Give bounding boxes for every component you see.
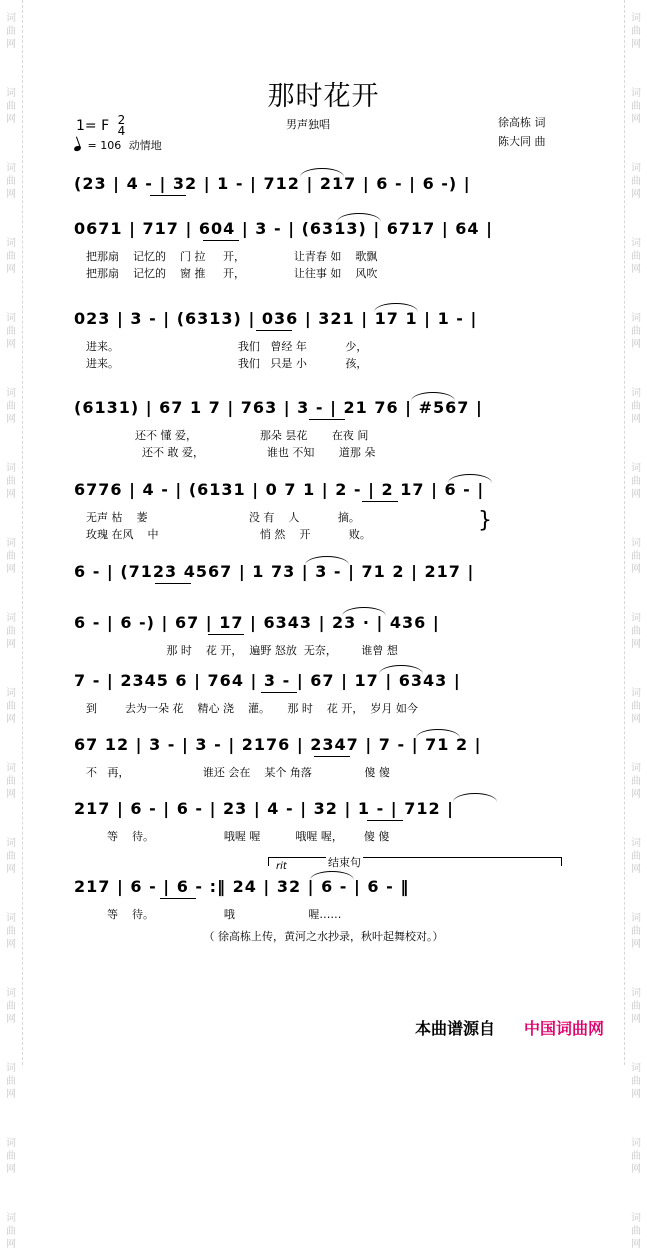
watermark-group [631,1212,641,1251]
watermark-char: 曲 [6,776,16,787]
watermark-char: 词 [6,988,16,999]
slur-arc [379,665,423,674]
slur-arc [300,168,344,177]
watermark-char: 网 [6,114,16,125]
lyric-line: 还不 敢 爱， 谁也 不知 道那 朵 [86,446,376,459]
watermark-char: 曲 [6,326,16,337]
watermark-char: 曲 [6,401,16,412]
watermark-char: 词 [631,13,641,24]
watermark-char: 曲 [6,1226,16,1237]
watermark-char: 词 [631,688,641,699]
tempo-marking [74,137,162,153]
lyric-line: 等 待。 哦喔 喔 哦喔 喔， 傻 傻 [86,830,390,843]
watermark-char: 网 [631,264,641,275]
slur-arc [416,729,460,738]
watermark-group [631,612,641,651]
watermark-char: 网 [6,39,16,50]
watermark-char: 曲 [6,1151,16,1162]
time-bottom: 4 [117,124,126,138]
lyric-line: 进来。 我们 只是 小 孩， [86,357,368,370]
watermark-char: 曲 [6,851,16,862]
watermark-char: 曲 [6,476,16,487]
watermark-group [631,12,641,51]
tempo-value: = 106 [87,139,122,152]
watermark-char: 词 [631,238,641,249]
slur-arc [305,556,349,565]
slur-arc [374,303,418,312]
watermark-char: 网 [6,789,16,800]
watermark-group [631,687,641,726]
lyric-line: 还不 懂 爱， 那朵 昙花 在夜 间 [86,429,369,442]
watermark-char: 曲 [6,251,16,262]
watermark-char: 词 [631,838,641,849]
lyric-line: 进来。 我们 曾经 年 少， [86,340,368,353]
watermark-char: 曲 [6,176,16,187]
watermark-char: 词 [631,1138,641,1149]
lyricist-credit: 徐高栋 词 [498,116,546,129]
left-watermark-strip [0,0,23,1250]
watermark-char: 词 [631,763,641,774]
watermark-group [6,687,16,726]
watermark-char: 曲 [631,401,641,412]
beam-underline [309,419,345,420]
watermark-char: 网 [631,1089,641,1100]
watermark-char: 网 [6,489,16,500]
watermark-group [631,762,641,801]
watermark-char: 网 [6,864,16,875]
lyric-line: 不 再， 谁还 会在 某个 角落 傻 傻 [86,766,390,779]
watermark-char: 网 [631,1239,641,1250]
watermark-char: 曲 [631,926,641,937]
watermark-char: 曲 [631,851,641,862]
watermark-char: 曲 [6,26,16,37]
notation-line: 6 - | 6 -) | 67 | 17 | 6343 | 23 · | 436 | [74,613,440,632]
watermark-group [6,762,16,801]
watermark-group [6,12,16,51]
watermark-char: 曲 [631,776,641,787]
watermark-char: 词 [6,463,16,474]
watermark-char: 曲 [6,926,16,937]
watermark-char: 词 [631,1213,641,1224]
watermark-char: 曲 [631,1226,641,1237]
watermark-char: 词 [6,13,16,24]
beam-underline [314,756,350,757]
watermark-char: 网 [6,639,16,650]
watermark-group [631,387,641,426]
watermark-char: 网 [6,1164,16,1175]
notation-line: 023 | 3 - | (6313) | 036 | 321 | 17 1 | 1 - | [74,309,478,328]
watermark-char: 词 [631,388,641,399]
beam-underline [367,820,403,821]
watermark-group [6,612,16,651]
watermark-char: 词 [6,1213,16,1224]
notation-line: 67 12 | 3 - | 3 - | 2176 | 2347 | 7 - | 71 2 | [74,735,482,754]
watermark-char: 词 [631,1063,641,1074]
slur-arc [337,213,381,222]
watermark-char: 词 [6,838,16,849]
watermark-group [6,237,16,276]
watermark-char: 网 [6,339,16,350]
beam-underline [203,240,239,241]
watermark-group [6,987,16,1026]
watermark-char: 词 [6,613,16,624]
watermark-group [6,1212,16,1251]
watermark-char: 网 [631,564,641,575]
watermark-char: 网 [631,414,641,425]
source-label: 本曲谱源自 [415,1019,496,1038]
watermark-char: 词 [631,463,641,474]
watermark-group [631,837,641,876]
watermark-char: 词 [6,238,16,249]
watermark-char: 网 [631,864,641,875]
lyric-line: 那 时 花 开， 遍野 怒放 无奈， 谁曾 想 [86,644,398,657]
watermark-char: 曲 [631,251,641,262]
watermark-group [631,312,641,351]
watermark-char: 网 [6,264,16,275]
watermark-char: 网 [631,114,641,125]
watermark-char: 网 [6,189,16,200]
watermark-char: 词 [631,988,641,999]
mood-text: 动情地 [128,139,162,152]
watermark-char: 网 [631,939,641,950]
watermark-char: 词 [6,1063,16,1074]
watermark-char: 网 [631,489,641,500]
watermark-char: 曲 [6,701,16,712]
watermark-group [631,1137,641,1176]
watermark-group [6,837,16,876]
watermark-char: 词 [6,538,16,549]
watermark-char: 曲 [6,1001,16,1012]
source-brand: 中国词曲网 [524,1019,605,1038]
watermark-char: 网 [6,939,16,950]
watermark-group [6,312,16,351]
watermark-group [631,462,641,501]
watermark-char: 曲 [6,1076,16,1087]
watermark-char: 曲 [6,551,16,562]
watermark-group [6,1137,16,1176]
watermark-group [631,537,641,576]
notation-line: 217 | 6 - | 6 - :‖ 24 | 32 | 6 - | 6 - ‖ [74,877,410,896]
watermark-char: 曲 [631,476,641,487]
watermark-group [6,462,16,501]
watermark-char: 曲 [631,626,641,637]
beam-underline [256,330,292,331]
slur-arc [448,474,492,483]
watermark-char: 曲 [631,326,641,337]
watermark-char: 词 [631,913,641,924]
lyric-brace: } [478,508,492,533]
notation-line: (6131) | 67 1 7 | 763 | 3 - | 21 76 | #567 | [74,398,483,417]
slur-arc [342,607,386,616]
time-top: 2 [117,113,126,127]
watermark-char: 曲 [631,1001,641,1012]
notation-line: 6776 | 4 - | (6131 | 0 7 1 | 2 - | 2 17 | 6 - | [74,480,485,499]
time-signature [118,115,126,137]
watermark-char: 网 [631,714,641,725]
notation-line: (23 | 4 - | 32 | 1 - | 712 | 217 | 6 - | 6 -) | [74,174,471,193]
lyric-line: 等 待。 哦 喔…… [86,908,342,921]
watermark-char: 词 [631,88,641,99]
watermark-char: 词 [631,163,641,174]
watermark-group [631,162,641,201]
watermark-char: 词 [6,688,16,699]
watermark-char: 词 [631,613,641,624]
watermark-char: 曲 [631,701,641,712]
watermark-char: 网 [631,189,641,200]
beam-underline [155,583,191,584]
watermark-char: 网 [631,1164,641,1175]
watermark-char: 词 [631,313,641,324]
ending-bracket [268,857,562,868]
notation-line: 7 - | 2345 6 | 764 | 3 - | 67 | 17 | 6343 | [74,671,461,690]
watermark-group [631,1062,641,1101]
song-title: 那时花开 [267,81,380,112]
watermark-char: 曲 [631,1151,641,1162]
watermark-char: 词 [631,538,641,549]
composer-credit: 陈大同 曲 [498,135,546,148]
watermark-group [631,987,641,1026]
beam-underline [160,898,196,899]
key-text: 1= F [76,118,110,134]
watermark-char: 曲 [631,176,641,187]
ending-section-label: 结束句 [328,856,361,869]
beam-underline [362,501,398,502]
right-watermark-strip [624,0,647,1250]
watermark-char: 词 [6,1138,16,1149]
watermark-char: 网 [6,1089,16,1100]
quarter-note-icon [73,145,81,152]
lyric-line: 到 去为一朵 花 精心 浇 灌。 那 时 花 开， 岁月 如今 [86,702,418,715]
watermark-char: 词 [6,163,16,174]
watermark-char: 词 [6,388,16,399]
watermark-char: 词 [6,913,16,924]
watermark-char: 网 [6,1239,16,1250]
slur-arc [310,871,354,880]
notation-line: 0671 | 717 | 604 | 3 - | (6313) | 6717 | 64 | [74,219,493,238]
watermark-group [631,237,641,276]
watermark-group [6,537,16,576]
key-signature [76,115,125,137]
watermark-char: 曲 [631,101,641,112]
watermark-char: 网 [6,714,16,725]
watermark-char: 曲 [6,626,16,637]
lyric-line: 无声 枯 萎 没 有 人 摘。 [86,511,360,524]
footnote: （ 徐高栋上传，黄河之水抄录，秋叶起舞校对。） [203,930,444,943]
watermark-char: 网 [631,1014,641,1025]
watermark-char: 曲 [631,26,641,37]
slur-arc [411,392,455,401]
watermark-char: 词 [6,313,16,324]
watermark-char: 曲 [6,101,16,112]
watermark-char: 曲 [631,1076,641,1087]
watermark-char: 网 [6,1014,16,1025]
watermark-char: 网 [631,639,641,650]
lyric-line: 把那扇 记忆的 窗 推 开， 让往事 如 风吹 [86,267,378,280]
notation-line: 217 | 6 - | 6 - | 23 | 4 - | 32 | 1 - | 712 | [74,799,455,818]
watermark-group [6,162,16,201]
watermark-char: 网 [631,789,641,800]
watermark-char: 词 [6,763,16,774]
watermark-char: 网 [631,39,641,50]
lyric-line: 把那扇 记忆的 门 拉 开， 让青春 如 歌飘 [86,250,378,263]
watermark-group [6,1062,16,1101]
beam-underline [261,692,297,693]
watermark-char: 网 [631,339,641,350]
ritardando-mark: rit [276,861,287,872]
beam-underline [208,634,244,635]
watermark-char: 网 [6,414,16,425]
beam-underline [150,195,186,196]
lyric-line: 玫瑰 在风 中 悄 然 开 败。 [86,528,371,541]
notation-line: 6 - | (7123 4567 | 1 73 | 3 - | 71 2 | 217 | [74,562,475,581]
watermark-char: 词 [6,88,16,99]
watermark-char: 网 [6,564,16,575]
watermark-char: 曲 [631,551,641,562]
watermark-group [6,387,16,426]
performance-type: 男声独唱 [286,118,330,131]
slur-arc [453,793,497,802]
